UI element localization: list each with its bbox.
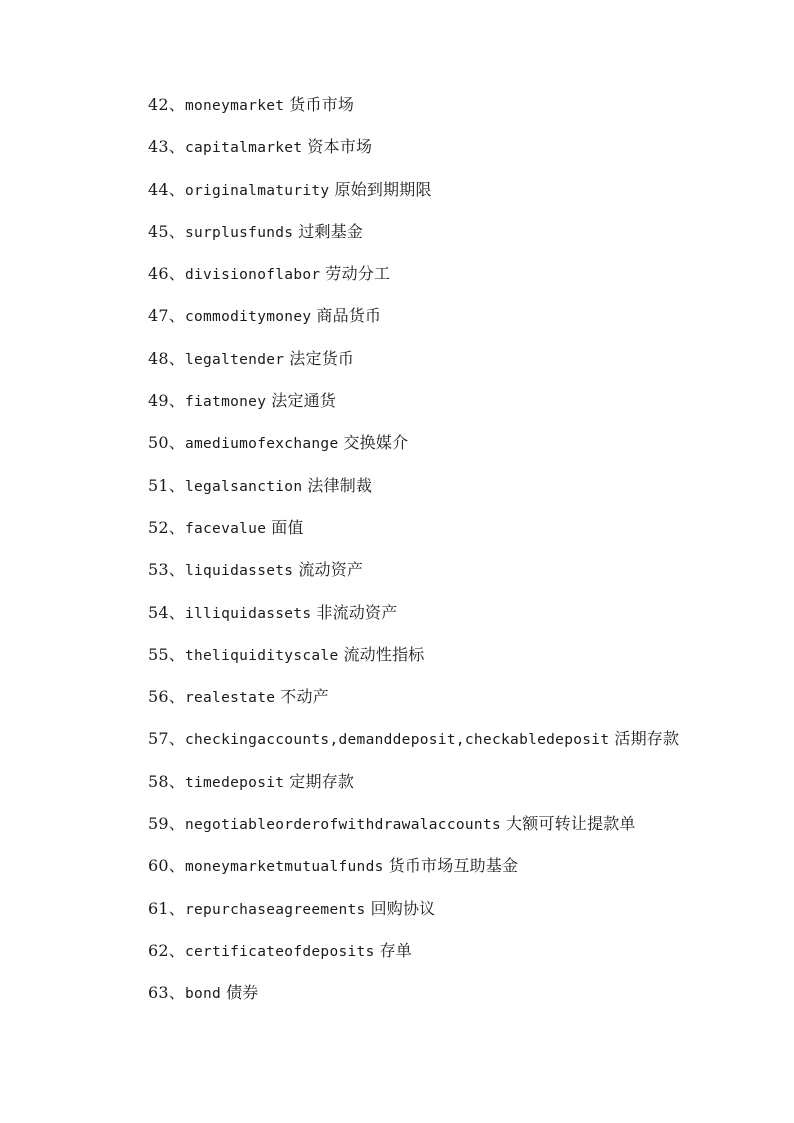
glossary-entry xyxy=(120,515,680,542)
english-term: commoditymoney xyxy=(184,309,312,326)
entry-number: 59 xyxy=(148,814,169,834)
chinese-term: 货币市场 xyxy=(289,95,355,114)
english-term: negotiableorderofwithdrawalaccounts xyxy=(184,817,502,834)
glossary-entry xyxy=(120,980,680,1007)
entry-separator: 、 xyxy=(168,264,185,284)
chinese-term: 商品货币 xyxy=(316,306,382,326)
entry-separator: 、 xyxy=(168,95,185,114)
english-term: legalsanction xyxy=(184,478,303,495)
english-term: divisionoflabor xyxy=(184,267,321,284)
entry-number: 53 xyxy=(148,560,169,580)
entry-number: 45 xyxy=(148,221,169,241)
glossary-entry xyxy=(120,853,680,880)
entry-number: 48 xyxy=(148,348,169,368)
chinese-term: 法律制裁 xyxy=(307,475,373,495)
chinese-term: 回购协议 xyxy=(370,898,436,918)
entry-number: 60 xyxy=(148,856,169,876)
glossary-list xyxy=(120,92,680,1023)
english-term: capitalmarket xyxy=(184,140,303,157)
english-term: realestate xyxy=(184,690,276,707)
glossary-entry xyxy=(120,219,680,246)
glossary-entry xyxy=(120,134,680,161)
entry-separator: 、 xyxy=(168,475,185,495)
entry-number: 52 xyxy=(148,517,169,537)
chinese-term: 非流动资产 xyxy=(316,602,398,622)
english-term: theliquidityscale xyxy=(184,647,339,664)
entry-separator: 、 xyxy=(168,137,185,157)
entry-number: 50 xyxy=(148,433,169,453)
glossary-entry xyxy=(120,811,680,838)
entry-separator: 、 xyxy=(168,771,185,791)
chinese-term: 活期存款 xyxy=(614,729,680,749)
entry-separator: 、 xyxy=(168,433,185,453)
entry-separator: 、 xyxy=(168,348,185,368)
entry-number: 62 xyxy=(148,940,169,960)
entry-separator: 、 xyxy=(168,602,185,622)
chinese-term: 不动产 xyxy=(280,687,329,707)
entry-separator: 、 xyxy=(168,729,185,749)
chinese-term: 存单 xyxy=(379,940,412,960)
entry-separator: 、 xyxy=(168,687,185,707)
entry-separator: 、 xyxy=(168,306,185,326)
english-term: moneymarketmutualfunds xyxy=(184,859,384,876)
entry-number: 49 xyxy=(148,391,169,411)
entry-number: 56 xyxy=(148,687,169,707)
chinese-term: 货币市场互助基金 xyxy=(388,856,519,876)
entry-separator: 、 xyxy=(168,940,185,960)
glossary-entry xyxy=(120,177,680,204)
entry-number: 57 xyxy=(148,729,169,749)
english-term: bond xyxy=(184,986,222,1003)
chinese-term: 债券 xyxy=(226,983,259,1003)
english-term: amediumofexchange xyxy=(184,436,339,453)
english-term: repurchaseagreements xyxy=(184,901,366,918)
glossary-entry xyxy=(120,261,680,288)
glossary-entry xyxy=(120,388,680,415)
entry-number: 46 xyxy=(148,264,169,284)
entry-number: 55 xyxy=(148,644,169,664)
glossary-entry xyxy=(120,938,680,965)
entry-number: 54 xyxy=(148,602,169,622)
glossary-entry xyxy=(120,346,680,373)
glossary-entry xyxy=(120,303,680,330)
entry-separator: 、 xyxy=(168,391,185,411)
english-term: legaltender xyxy=(184,351,285,368)
entry-number: 44 xyxy=(148,179,169,199)
chinese-term: 法定货币 xyxy=(289,348,355,368)
english-term: illiquidassets xyxy=(184,605,312,622)
english-term: timedeposit xyxy=(184,774,285,791)
chinese-term: 面值 xyxy=(271,517,304,537)
chinese-term: 过剩基金 xyxy=(298,221,364,241)
glossary-entry xyxy=(120,600,680,627)
glossary-entry xyxy=(120,896,680,923)
english-term: fiatmoney xyxy=(184,394,267,411)
chinese-term: 大额可转让提款单 xyxy=(506,814,636,834)
entry-number: 42 xyxy=(148,95,169,114)
chinese-term: 资本市场 xyxy=(307,137,373,157)
chinese-term: 流动性指标 xyxy=(343,644,425,664)
entry-separator: 、 xyxy=(168,517,185,537)
glossary-entry xyxy=(120,642,680,669)
entry-separator: 、 xyxy=(168,814,185,834)
entry-separator: 、 xyxy=(168,898,185,918)
chinese-term: 劳动分工 xyxy=(325,264,391,284)
chinese-term: 法定通货 xyxy=(271,391,337,411)
entry-separator: 、 xyxy=(168,179,185,199)
entry-separator: 、 xyxy=(168,221,185,241)
english-term: certificateofdeposits xyxy=(184,943,375,960)
entry-number: 63 xyxy=(148,983,169,1003)
entry-number: 58 xyxy=(148,771,169,791)
chinese-term: 流动资产 xyxy=(298,560,364,580)
english-term: moneymarket xyxy=(184,98,285,114)
glossary-entry xyxy=(120,557,680,584)
english-term: surplusfunds xyxy=(184,224,294,241)
entry-number: 61 xyxy=(148,898,169,918)
glossary-entry xyxy=(120,430,680,457)
entry-number: 43 xyxy=(148,137,169,157)
english-term: liquidassets xyxy=(184,563,294,580)
glossary-entry xyxy=(120,684,680,711)
chinese-term: 定期存款 xyxy=(289,771,355,791)
glossary-entry xyxy=(120,473,680,500)
glossary-entry xyxy=(120,92,680,119)
english-term: facevalue xyxy=(184,520,267,537)
glossary-entry xyxy=(120,726,680,753)
entry-separator: 、 xyxy=(168,983,185,1003)
entry-number: 51 xyxy=(148,475,169,495)
english-term: checkingaccounts,demanddeposit,checkabledeposit xyxy=(184,732,610,749)
chinese-term: 交换媒介 xyxy=(343,433,409,453)
glossary-entry xyxy=(120,769,680,796)
entry-separator: 、 xyxy=(168,560,185,580)
english-term: originalmaturity xyxy=(184,182,330,199)
chinese-term: 原始到期期限 xyxy=(334,179,432,199)
entry-number: 47 xyxy=(148,306,169,326)
entry-separator: 、 xyxy=(168,644,185,664)
entry-separator: 、 xyxy=(168,856,185,876)
